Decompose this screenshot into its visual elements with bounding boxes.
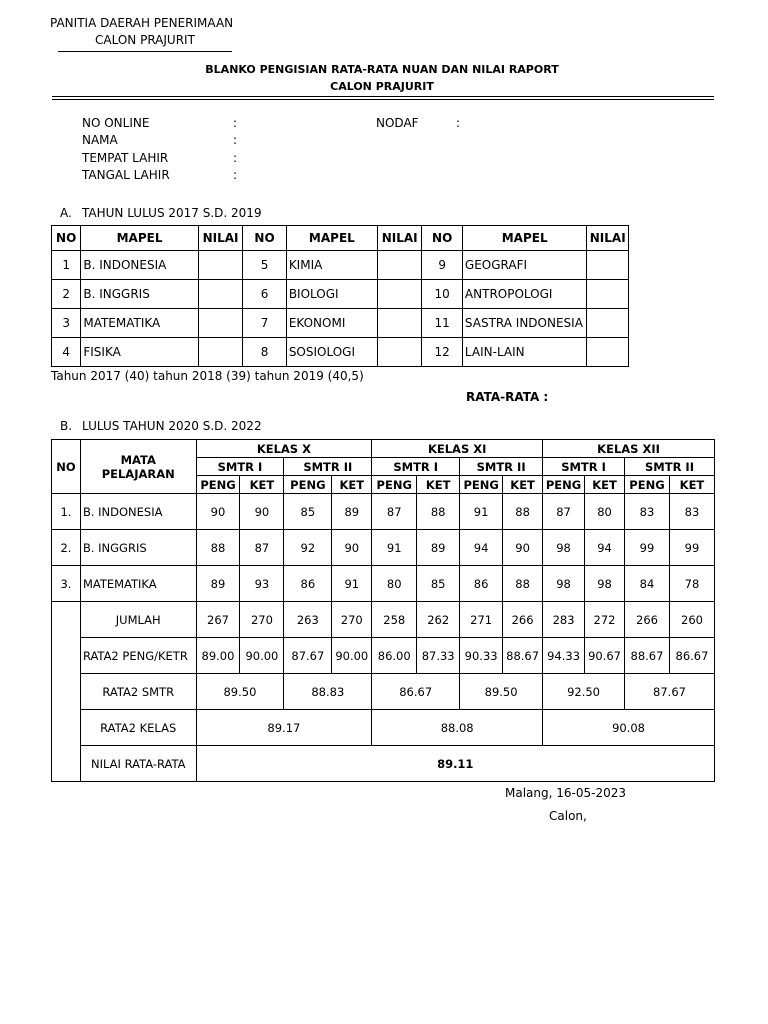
col-nilai: NILAI: [198, 226, 243, 251]
col-no: NO: [52, 440, 81, 494]
subject-name: BIOLOGI: [286, 280, 377, 309]
colon-nodaf: :: [456, 116, 461, 130]
rata2-pk-cell: 87.33: [417, 638, 460, 674]
section-a-table: [51, 225, 629, 367]
smtr-header: SMTR II: [460, 458, 543, 476]
score-cell: 90: [503, 530, 543, 566]
sub-header: PENG: [284, 476, 332, 494]
smtr-header: SMTR I: [196, 458, 284, 476]
label-tangal-lahir: TANGAL LAHIR: [82, 168, 170, 182]
rata-rata-label: RATA-RATA :: [466, 390, 549, 404]
subject-no: 6: [243, 280, 287, 309]
score-cell: 89: [196, 566, 240, 602]
smtr-header: SMTR I: [372, 458, 460, 476]
rata2-smtr-cell: 89.50: [460, 674, 543, 710]
score-cell: 87: [543, 494, 585, 530]
rata2-smtr-cell: 88.83: [284, 674, 372, 710]
rata2-smtr-label: RATA2 SMTR: [80, 674, 196, 710]
jumlah-cell: 263: [284, 602, 332, 638]
col-nilai: NILAI: [587, 226, 629, 251]
rata2-pk-cell: 90.33: [460, 638, 503, 674]
col-mapel: MAPEL: [81, 226, 198, 251]
subject-no: 2.: [52, 530, 81, 566]
nilai-rata-rata-value: 89.11: [196, 746, 714, 782]
rata2-kelas-cell: 88.08: [372, 710, 543, 746]
subject-no: 1: [52, 251, 81, 280]
jumlah-cell: 267: [196, 602, 240, 638]
subject-no: 5: [243, 251, 287, 280]
table-row: [52, 280, 629, 309]
rata2-pk-cell: 90.00: [332, 638, 372, 674]
score-cell: 88: [503, 566, 543, 602]
sub-header: KET: [240, 476, 284, 494]
section-a-letter: A.: [60, 206, 72, 220]
subject-name: B. INDONESIA: [80, 494, 196, 530]
rata2-kelas-cell: 89.17: [196, 710, 372, 746]
rata2-pk-cell: 88.67: [625, 638, 670, 674]
subject-no: 2: [52, 280, 81, 309]
score-cell: 94: [460, 530, 503, 566]
table-row: [52, 309, 629, 338]
rata2-pk-cell: 87.67: [284, 638, 332, 674]
jumlah-cell: 272: [585, 602, 625, 638]
subject-no: 1.: [52, 494, 81, 530]
colon-nama: :: [233, 133, 238, 147]
jumlah-label: JUMLAH: [80, 602, 196, 638]
sub-header: PENG: [372, 476, 417, 494]
jumlah-cell: 262: [417, 602, 460, 638]
score-cell: 91: [332, 566, 372, 602]
subject-name: B. INGGRIS: [80, 530, 196, 566]
subject-no: 3: [52, 309, 81, 338]
nilai-input[interactable]: [377, 309, 422, 338]
label-tempat-lahir: TEMPAT LAHIR: [82, 151, 169, 165]
smtr-header: SMTR II: [284, 458, 372, 476]
rata2-pk-cell: 90.00: [240, 638, 284, 674]
rata2-pk-cell: 86.67: [669, 638, 714, 674]
subject-name: EKONOMI: [286, 309, 377, 338]
kelas-xi-header: KELAS XI: [372, 440, 543, 458]
score-cell: 98: [585, 566, 625, 602]
committee-underline: [58, 51, 232, 52]
score-cell: 87: [240, 530, 284, 566]
title-rule-bottom: [52, 99, 714, 100]
col-mapel: MAPEL: [286, 226, 377, 251]
score-cell: 92: [284, 530, 332, 566]
subject-no: 8: [243, 338, 287, 367]
colon-tempat-lahir: :: [233, 151, 238, 165]
jumlah-cell: 258: [372, 602, 417, 638]
rata2-smtr-cell: 92.50: [543, 674, 625, 710]
form-subtitle: CALON PRAJURIT: [330, 80, 434, 93]
place-date: Malang, 16-05-2023: [505, 786, 626, 800]
jumlah-cell: 271: [460, 602, 503, 638]
score-cell: 80: [585, 494, 625, 530]
section-b-table: [51, 439, 715, 782]
subject-no: 10: [422, 280, 462, 309]
nilai-input[interactable]: [377, 251, 422, 280]
score-cell: 83: [625, 494, 670, 530]
score-cell: 93: [240, 566, 284, 602]
subject-name: MATEMATIKA: [81, 309, 198, 338]
nilai-rata-rata-row: [52, 746, 715, 782]
table-row: [52, 530, 715, 566]
section-a-header-row: [52, 226, 629, 251]
rata2-smtr-row: [52, 674, 715, 710]
nilai-input[interactable]: [587, 309, 629, 338]
score-cell: 91: [372, 530, 417, 566]
col-no: NO: [243, 226, 287, 251]
nilai-input[interactable]: [587, 251, 629, 280]
subject-name: SOSIOLOGI: [286, 338, 377, 367]
section-a-note: Tahun 2017 (40) tahun 2018 (39) tahun 2019 (40,5): [51, 369, 364, 383]
sub-header: PENG: [460, 476, 503, 494]
rata2-kelas-cell: 90.08: [543, 710, 715, 746]
score-cell: 83: [669, 494, 714, 530]
nilai-input[interactable]: [198, 280, 243, 309]
table-row: [52, 494, 715, 530]
col-mata-pelajaran: MATA PELAJARAN: [80, 440, 196, 494]
table-row: [52, 566, 715, 602]
smtr-header: SMTR I: [543, 458, 625, 476]
subject-name: SASTRA INDONESIA: [462, 309, 587, 338]
score-cell: 99: [625, 530, 670, 566]
rata2-pk-cell: 94.33: [543, 638, 585, 674]
subject-name: GEOGRAFI: [462, 251, 587, 280]
rata2-pk-cell: 88.67: [503, 638, 543, 674]
score-cell: 88: [196, 530, 240, 566]
kelas-xii-header: KELAS XII: [543, 440, 715, 458]
table-row: [52, 338, 629, 367]
nilai-input[interactable]: [198, 309, 243, 338]
col-no: NO: [422, 226, 462, 251]
subject-name: ANTROPOLOGI: [462, 280, 587, 309]
nilai-input[interactable]: [377, 338, 422, 367]
section-b-heading: LULUS TAHUN 2020 S.D. 2022: [82, 419, 262, 433]
subject-no: 11: [422, 309, 462, 338]
score-cell: 99: [669, 530, 714, 566]
score-cell: 98: [543, 566, 585, 602]
score-cell: 84: [625, 566, 670, 602]
jumlah-cell: 266: [625, 602, 670, 638]
smtr-header: SMTR II: [625, 458, 715, 476]
score-cell: 88: [417, 494, 460, 530]
sub-header: KET: [503, 476, 543, 494]
jumlah-cell: 270: [240, 602, 284, 638]
rata2-pk-cell: 89.00: [196, 638, 240, 674]
colon-no-online: :: [233, 116, 238, 130]
subject-name: MATEMATIKA: [80, 566, 196, 602]
score-cell: 80: [372, 566, 417, 602]
rata2-kelas-label: RATA2 KELAS: [80, 710, 196, 746]
rata2-smtr-cell: 86.67: [372, 674, 460, 710]
rata2-pk-cell: 86.00: [372, 638, 417, 674]
score-cell: 90: [240, 494, 284, 530]
col-no: NO: [52, 226, 81, 251]
subject-name: B. INDONESIA: [81, 251, 198, 280]
sub-header: PENG: [196, 476, 240, 494]
summary-no-cell: [52, 602, 81, 782]
score-cell: 85: [417, 566, 460, 602]
kelas-x-header: KELAS X: [196, 440, 372, 458]
jumlah-cell: 260: [669, 602, 714, 638]
jumlah-cell: 283: [543, 602, 585, 638]
col-nilai: NILAI: [377, 226, 422, 251]
nilai-input[interactable]: [198, 251, 243, 280]
score-cell: 98: [543, 530, 585, 566]
subject-no: 3.: [52, 566, 81, 602]
calon-signature-label: Calon,: [549, 809, 587, 823]
table-row: [52, 251, 629, 280]
rata2-kelas-row: [52, 710, 715, 746]
committee-line-1: PANITIA DAERAH PENERIMAAN: [50, 16, 234, 30]
nilai-input[interactable]: [377, 280, 422, 309]
label-nodaf: NODAF: [376, 116, 419, 130]
subject-no: 4: [52, 338, 81, 367]
score-cell: 85: [284, 494, 332, 530]
score-cell: 86: [284, 566, 332, 602]
rata2-pk-cell: 90.67: [585, 638, 625, 674]
label-no-online: NO ONLINE: [82, 116, 150, 130]
nilai-rata-rata-label: NILAI RATA-RATA: [80, 746, 196, 782]
section-a-heading: TAHUN LULUS 2017 S.D. 2019: [82, 206, 262, 220]
score-cell: 86: [460, 566, 503, 602]
subject-name: LAIN-LAIN: [462, 338, 587, 367]
rata2-peng-ketr-row: [52, 638, 715, 674]
subject-no: 9: [422, 251, 462, 280]
committee-line-2: CALON PRAJURIT: [95, 33, 195, 47]
subject-name: B. INGGRIS: [81, 280, 198, 309]
jumlah-cell: 270: [332, 602, 372, 638]
sub-header: KET: [585, 476, 625, 494]
sub-header: PENG: [625, 476, 670, 494]
subject-name: FISIKA: [81, 338, 198, 367]
rata2-peng-ketr-label: RATA2 PENG/KETR: [80, 638, 196, 674]
score-cell: 87: [372, 494, 417, 530]
nilai-input[interactable]: [587, 280, 629, 309]
score-cell: 89: [417, 530, 460, 566]
col-mapel: MAPEL: [462, 226, 587, 251]
score-cell: 90: [196, 494, 240, 530]
sub-header: KET: [669, 476, 714, 494]
colon-tangal-lahir: :: [233, 168, 238, 182]
jumlah-cell: 266: [503, 602, 543, 638]
subject-no: 12: [422, 338, 462, 367]
title-rule-top: [52, 96, 714, 97]
score-cell: 89: [332, 494, 372, 530]
nilai-input[interactable]: [198, 338, 243, 367]
form-title: BLANKO PENGISIAN RATA-RATA NUAN DAN NILAI RAPORT: [205, 63, 559, 76]
sub-header: PENG: [543, 476, 585, 494]
rata2-smtr-cell: 87.67: [625, 674, 715, 710]
subject-name: KIMIA: [286, 251, 377, 280]
section-b-letter: B.: [60, 419, 73, 433]
sub-header: KET: [332, 476, 372, 494]
sub-header: KET: [417, 476, 460, 494]
label-nama: NAMA: [82, 133, 118, 147]
score-cell: 94: [585, 530, 625, 566]
score-cell: 91: [460, 494, 503, 530]
score-cell: 88: [503, 494, 543, 530]
nilai-input[interactable]: [587, 338, 629, 367]
rata2-smtr-cell: 89.50: [196, 674, 284, 710]
jumlah-row: [52, 602, 715, 638]
score-cell: 90: [332, 530, 372, 566]
subject-no: 7: [243, 309, 287, 338]
score-cell: 78: [669, 566, 714, 602]
